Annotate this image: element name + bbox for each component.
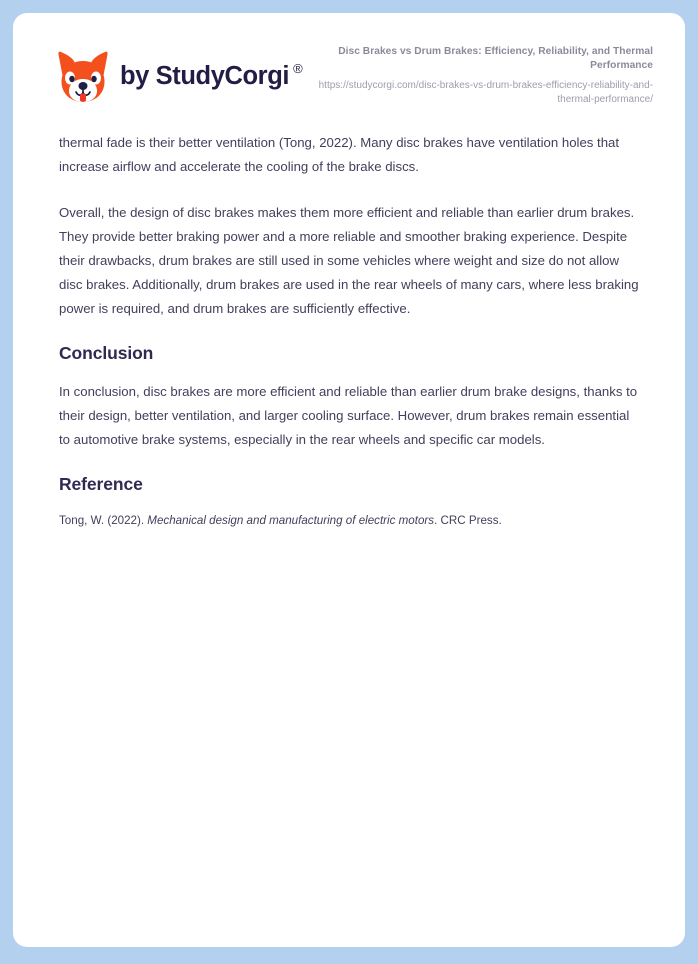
paragraph: Overall, the design of disc brakes makes them more efficient and reliable than earlier drum brakes. They provide better braking power and a more reliable and smoother braking experience. Despite their drawbacks, drum brakes are still used in some vehicles where weight and size do not allow disc brakes. Additionally, drum brakes are used in the rear wheels of many cars, where less braking power is required, and drum brakes are sufficiently effective. — [59, 205, 639, 316]
conclusion-heading: Conclusion — [59, 343, 154, 363]
brand-lockup — [58, 40, 302, 104]
document-title: Disc Brakes vs Drum Brakes: Efficiency, Reliability, and Thermal Performance — [338, 45, 653, 71]
document-body — [13, 131, 685, 531]
document-url[interactable]: https://studycorgi.com/disc-brakes-vs-drum-brakes-efficiency-reliability-and-thermal-performance/ — [318, 80, 653, 106]
reference-entry — [59, 511, 640, 531]
document-page-card — [13, 13, 685, 947]
registered-trademark-icon: ® — [293, 61, 303, 77]
document-header — [13, 13, 685, 131]
corgi-head-icon — [58, 50, 108, 104]
header-document-meta — [303, 37, 653, 107]
conclusion-paragraph: In conclusion, disc brakes are more efficient and reliable than earlier drum brake designs, thanks to their design, better ventilation, and larger cooling surface. However, drum brakes remain essential to automotive brake systems, especially in the rear wheels and specific car models. — [59, 384, 638, 447]
brand-wordmark — [120, 61, 303, 91]
reference-author-year: Tong, W. (2022). — [59, 514, 148, 527]
reference-heading: Reference — [59, 474, 143, 494]
paragraph: thermal fade is their better ventilation (Tong, 2022). Many disc brakes have ventilation holes that increase airflow and accelerate the cooling of the brake discs. — [59, 135, 620, 174]
reference-source-title: Mechanical design and manufacturing of electric motors — [147, 514, 435, 527]
brand-name-text: by StudyCorgi — [120, 62, 290, 91]
reference-publisher: . CRC Press. — [434, 514, 502, 527]
